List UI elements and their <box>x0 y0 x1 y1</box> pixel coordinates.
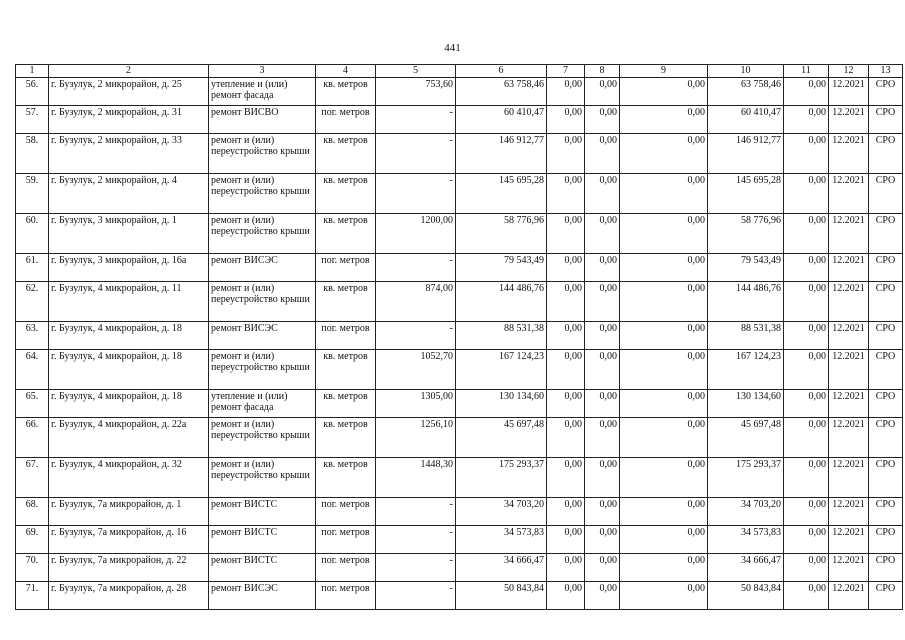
funding-cell: 0,00 <box>784 254 829 282</box>
unit-cell: пог. метров <box>316 322 376 350</box>
funding-cell: 0,00 <box>585 418 620 458</box>
funding-cell: 0,00 <box>547 254 585 282</box>
fund-amount-cell: 167 124,23 <box>708 350 784 390</box>
funding-cell: 0,00 <box>784 390 829 418</box>
funding-cell: 0,00 <box>620 282 708 322</box>
table-row <box>16 214 903 254</box>
address-cell: г. Бузулук, 7а микрорайон, д. 22 <box>49 554 209 582</box>
fund-amount-cell: 50 843,84 <box>708 582 784 610</box>
unit-cell: пог. метров <box>316 498 376 526</box>
table-row <box>16 134 903 174</box>
fund-amount-cell: 60 410,47 <box>708 106 784 134</box>
funding-cell: 0,00 <box>585 350 620 390</box>
funding-cell: 0,00 <box>620 554 708 582</box>
work-type-cell: ремонт ВИСВО <box>209 106 316 134</box>
total-cost-cell: 45 697,48 <box>456 418 547 458</box>
total-cost-cell: 34 666,47 <box>456 554 547 582</box>
fund-amount-cell: 45 697,48 <box>708 418 784 458</box>
funding-cell: 0,00 <box>547 214 585 254</box>
address-cell: г. Бузулук, 2 микрорайон, д. 25 <box>49 78 209 106</box>
unit-cell: пог. метров <box>316 106 376 134</box>
funding-cell: 0,00 <box>585 134 620 174</box>
fund-amount-cell: 130 134,60 <box>708 390 784 418</box>
quantity-cell: - <box>376 582 456 610</box>
unit-cell: кв. метров <box>316 390 376 418</box>
work-type-cell: ремонт и (или) переустройство крыши <box>209 282 316 322</box>
method-cell: СРО <box>869 214 903 254</box>
row-number-cell: 56. <box>16 78 49 106</box>
funding-cell: 0,00 <box>784 350 829 390</box>
total-cost-cell: 145 695,28 <box>456 174 547 214</box>
repair-registry-table <box>15 64 903 610</box>
completion-date-cell: 12.2021 <box>829 350 869 390</box>
completion-date-cell: 12.2021 <box>829 526 869 554</box>
quantity-cell: 753,60 <box>376 78 456 106</box>
column-header: 10 <box>708 65 784 78</box>
method-cell: СРО <box>869 254 903 282</box>
funding-cell: 0,00 <box>547 78 585 106</box>
funding-cell: 0,00 <box>547 106 585 134</box>
address-cell: г. Бузулук, 2 микрорайон, д. 31 <box>49 106 209 134</box>
table-row <box>16 282 903 322</box>
total-cost-cell: 58 776,96 <box>456 214 547 254</box>
quantity-cell: 1256,10 <box>376 418 456 458</box>
funding-cell: 0,00 <box>547 134 585 174</box>
unit-cell: кв. метров <box>316 458 376 498</box>
row-number-cell: 58. <box>16 134 49 174</box>
total-cost-cell: 79 543,49 <box>456 254 547 282</box>
funding-cell: 0,00 <box>620 134 708 174</box>
column-header: 2 <box>49 65 209 78</box>
column-header: 9 <box>620 65 708 78</box>
total-cost-cell: 60 410,47 <box>456 106 547 134</box>
address-cell: г. Бузулук, 7а микрорайон, д. 1 <box>49 498 209 526</box>
unit-cell: кв. метров <box>316 174 376 214</box>
table-row <box>16 526 903 554</box>
row-number-cell: 71. <box>16 582 49 610</box>
funding-cell: 0,00 <box>620 174 708 214</box>
quantity-cell: 1200,00 <box>376 214 456 254</box>
funding-cell: 0,00 <box>547 418 585 458</box>
row-number-cell: 63. <box>16 322 49 350</box>
funding-cell: 0,00 <box>547 498 585 526</box>
row-number-cell: 60. <box>16 214 49 254</box>
completion-date-cell: 12.2021 <box>829 106 869 134</box>
funding-cell: 0,00 <box>784 418 829 458</box>
work-type-cell: ремонт и (или) переустройство крыши <box>209 418 316 458</box>
quantity-cell: - <box>376 498 456 526</box>
table-row <box>16 390 903 418</box>
table-row <box>16 498 903 526</box>
funding-cell: 0,00 <box>585 322 620 350</box>
funding-cell: 0,00 <box>784 174 829 214</box>
table-row <box>16 418 903 458</box>
completion-date-cell: 12.2021 <box>829 134 869 174</box>
funding-cell: 0,00 <box>784 214 829 254</box>
column-number-row <box>16 65 903 78</box>
completion-date-cell: 12.2021 <box>829 78 869 106</box>
funding-cell: 0,00 <box>585 78 620 106</box>
funding-cell: 0,00 <box>620 458 708 498</box>
address-cell: г. Бузулук, 4 микрорайон, д. 22а <box>49 418 209 458</box>
method-cell: СРО <box>869 174 903 214</box>
completion-date-cell: 12.2021 <box>829 582 869 610</box>
row-number-cell: 66. <box>16 418 49 458</box>
quantity-cell: - <box>376 526 456 554</box>
funding-cell: 0,00 <box>547 526 585 554</box>
unit-cell: пог. метров <box>316 254 376 282</box>
column-header: 6 <box>456 65 547 78</box>
total-cost-cell: 34 573,83 <box>456 526 547 554</box>
funding-cell: 0,00 <box>585 582 620 610</box>
unit-cell: кв. метров <box>316 214 376 254</box>
funding-cell: 0,00 <box>547 174 585 214</box>
funding-cell: 0,00 <box>784 458 829 498</box>
table-row <box>16 458 903 498</box>
table-row <box>16 254 903 282</box>
work-type-cell: ремонт ВИСЭС <box>209 254 316 282</box>
total-cost-cell: 175 293,37 <box>456 458 547 498</box>
unit-cell: кв. метров <box>316 134 376 174</box>
funding-cell: 0,00 <box>784 322 829 350</box>
column-header: 7 <box>547 65 585 78</box>
column-header: 12 <box>829 65 869 78</box>
work-type-cell: ремонт и (или) переустройство крыши <box>209 134 316 174</box>
work-type-cell: ремонт и (или) переустройство крыши <box>209 174 316 214</box>
table-row <box>16 554 903 582</box>
column-header: 1 <box>16 65 49 78</box>
work-type-cell: ремонт ВИСЭС <box>209 582 316 610</box>
quantity-cell: - <box>376 134 456 174</box>
quantity-cell: 1305,00 <box>376 390 456 418</box>
address-cell: г. Бузулук, 4 микрорайон, д. 32 <box>49 458 209 498</box>
total-cost-cell: 63 758,46 <box>456 78 547 106</box>
funding-cell: 0,00 <box>784 582 829 610</box>
funding-cell: 0,00 <box>547 390 585 418</box>
method-cell: СРО <box>869 498 903 526</box>
fund-amount-cell: 144 486,76 <box>708 282 784 322</box>
method-cell: СРО <box>869 134 903 174</box>
address-cell: г. Бузулук, 2 микрорайон, д. 4 <box>49 174 209 214</box>
funding-cell: 0,00 <box>585 498 620 526</box>
quantity-cell: - <box>376 254 456 282</box>
row-number-cell: 64. <box>16 350 49 390</box>
funding-cell: 0,00 <box>547 582 585 610</box>
work-type-cell: ремонт ВИСЭС <box>209 322 316 350</box>
row-number-cell: 59. <box>16 174 49 214</box>
method-cell: СРО <box>869 418 903 458</box>
unit-cell: кв. метров <box>316 282 376 322</box>
funding-cell: 0,00 <box>620 498 708 526</box>
row-number-cell: 70. <box>16 554 49 582</box>
funding-cell: 0,00 <box>547 282 585 322</box>
funding-cell: 0,00 <box>585 174 620 214</box>
address-cell: г. Бузулук, 4 микрорайон, д. 18 <box>49 322 209 350</box>
table-row <box>16 78 903 106</box>
unit-cell: кв. метров <box>316 350 376 390</box>
method-cell: СРО <box>869 458 903 498</box>
fund-amount-cell: 175 293,37 <box>708 458 784 498</box>
funding-cell: 0,00 <box>585 282 620 322</box>
row-number-cell: 57. <box>16 106 49 134</box>
funding-cell: 0,00 <box>585 390 620 418</box>
column-header: 8 <box>585 65 620 78</box>
work-type-cell: ремонт и (или) переустройство крыши <box>209 458 316 498</box>
total-cost-cell: 88 531,38 <box>456 322 547 350</box>
funding-cell: 0,00 <box>620 418 708 458</box>
completion-date-cell: 12.2021 <box>829 254 869 282</box>
total-cost-cell: 146 912,77 <box>456 134 547 174</box>
completion-date-cell: 12.2021 <box>829 458 869 498</box>
work-type-cell: утепление и (или) ремонт фасада <box>209 78 316 106</box>
completion-date-cell: 12.2021 <box>829 174 869 214</box>
quantity-cell: 1448,30 <box>376 458 456 498</box>
funding-cell: 0,00 <box>620 78 708 106</box>
method-cell: СРО <box>869 282 903 322</box>
completion-date-cell: 12.2021 <box>829 214 869 254</box>
row-number-cell: 61. <box>16 254 49 282</box>
address-cell: г. Бузулук, 4 микрорайон, д. 18 <box>49 350 209 390</box>
fund-amount-cell: 58 776,96 <box>708 214 784 254</box>
funding-cell: 0,00 <box>620 582 708 610</box>
method-cell: СРО <box>869 390 903 418</box>
method-cell: СРО <box>869 582 903 610</box>
row-number-cell: 68. <box>16 498 49 526</box>
method-cell: СРО <box>869 526 903 554</box>
table-row <box>16 582 903 610</box>
completion-date-cell: 12.2021 <box>829 418 869 458</box>
quantity-cell: - <box>376 322 456 350</box>
unit-cell: кв. метров <box>316 418 376 458</box>
table-row <box>16 322 903 350</box>
funding-cell: 0,00 <box>784 498 829 526</box>
address-cell: г. Бузулук, 7а микрорайон, д. 28 <box>49 582 209 610</box>
fund-amount-cell: 63 758,46 <box>708 78 784 106</box>
unit-cell: пог. метров <box>316 582 376 610</box>
table-row <box>16 174 903 214</box>
funding-cell: 0,00 <box>585 214 620 254</box>
method-cell: СРО <box>869 350 903 390</box>
funding-cell: 0,00 <box>620 214 708 254</box>
quantity-cell: - <box>376 554 456 582</box>
work-type-cell: ремонт ВИСТС <box>209 498 316 526</box>
page-number: 441 <box>444 42 461 54</box>
total-cost-cell: 34 703,20 <box>456 498 547 526</box>
funding-cell: 0,00 <box>547 554 585 582</box>
funding-cell: 0,00 <box>547 458 585 498</box>
fund-amount-cell: 88 531,38 <box>708 322 784 350</box>
completion-date-cell: 12.2021 <box>829 498 869 526</box>
funding-cell: 0,00 <box>620 350 708 390</box>
fund-amount-cell: 79 543,49 <box>708 254 784 282</box>
column-header: 11 <box>784 65 829 78</box>
funding-cell: 0,00 <box>784 554 829 582</box>
quantity-cell: 1052,70 <box>376 350 456 390</box>
column-header: 4 <box>316 65 376 78</box>
method-cell: СРО <box>869 554 903 582</box>
work-type-cell: ремонт ВИСТС <box>209 526 316 554</box>
table-body <box>16 65 903 610</box>
funding-cell: 0,00 <box>784 78 829 106</box>
unit-cell: пог. метров <box>316 554 376 582</box>
total-cost-cell: 144 486,76 <box>456 282 547 322</box>
fund-amount-cell: 34 573,83 <box>708 526 784 554</box>
funding-cell: 0,00 <box>620 254 708 282</box>
quantity-cell: - <box>376 174 456 214</box>
funding-cell: 0,00 <box>784 134 829 174</box>
address-cell: г. Бузулук, 3 микрорайон, д. 1 <box>49 214 209 254</box>
column-header: 3 <box>209 65 316 78</box>
address-cell: г. Бузулук, 4 микрорайон, д. 18 <box>49 390 209 418</box>
completion-date-cell: 12.2021 <box>829 282 869 322</box>
work-type-cell: утепление и (или) ремонт фасада <box>209 390 316 418</box>
total-cost-cell: 50 843,84 <box>456 582 547 610</box>
total-cost-cell: 130 134,60 <box>456 390 547 418</box>
row-number-cell: 62. <box>16 282 49 322</box>
fund-amount-cell: 145 695,28 <box>708 174 784 214</box>
fund-amount-cell: 146 912,77 <box>708 134 784 174</box>
completion-date-cell: 12.2021 <box>829 554 869 582</box>
funding-cell: 0,00 <box>547 350 585 390</box>
funding-cell: 0,00 <box>585 554 620 582</box>
completion-date-cell: 12.2021 <box>829 322 869 350</box>
funding-cell: 0,00 <box>620 390 708 418</box>
address-cell: г. Бузулук, 4 микрорайон, д. 11 <box>49 282 209 322</box>
work-type-cell: ремонт и (или) переустройство крыши <box>209 214 316 254</box>
fund-amount-cell: 34 703,20 <box>708 498 784 526</box>
row-number-cell: 69. <box>16 526 49 554</box>
unit-cell: кв. метров <box>316 78 376 106</box>
method-cell: СРО <box>869 322 903 350</box>
row-number-cell: 65. <box>16 390 49 418</box>
funding-cell: 0,00 <box>620 106 708 134</box>
unit-cell: пог. метров <box>316 526 376 554</box>
funding-cell: 0,00 <box>620 526 708 554</box>
table-row <box>16 350 903 390</box>
funding-cell: 0,00 <box>784 526 829 554</box>
address-cell: г. Бузулук, 3 микрорайон, д. 16а <box>49 254 209 282</box>
funding-cell: 0,00 <box>585 458 620 498</box>
total-cost-cell: 167 124,23 <box>456 350 547 390</box>
funding-cell: 0,00 <box>784 106 829 134</box>
funding-cell: 0,00 <box>585 526 620 554</box>
table-row <box>16 106 903 134</box>
method-cell: СРО <box>869 78 903 106</box>
column-header: 13 <box>869 65 903 78</box>
funding-cell: 0,00 <box>620 322 708 350</box>
address-cell: г. Бузулук, 7а микрорайон, д. 16 <box>49 526 209 554</box>
funding-cell: 0,00 <box>585 106 620 134</box>
column-header: 5 <box>376 65 456 78</box>
work-type-cell: ремонт ВИСТС <box>209 554 316 582</box>
row-number-cell: 67. <box>16 458 49 498</box>
completion-date-cell: 12.2021 <box>829 390 869 418</box>
method-cell: СРО <box>869 106 903 134</box>
quantity-cell: 874,00 <box>376 282 456 322</box>
funding-cell: 0,00 <box>784 282 829 322</box>
funding-cell: 0,00 <box>585 254 620 282</box>
work-type-cell: ремонт и (или) переустройство крыши <box>209 350 316 390</box>
address-cell: г. Бузулук, 2 микрорайон, д. 33 <box>49 134 209 174</box>
fund-amount-cell: 34 666,47 <box>708 554 784 582</box>
quantity-cell: - <box>376 106 456 134</box>
funding-cell: 0,00 <box>547 322 585 350</box>
